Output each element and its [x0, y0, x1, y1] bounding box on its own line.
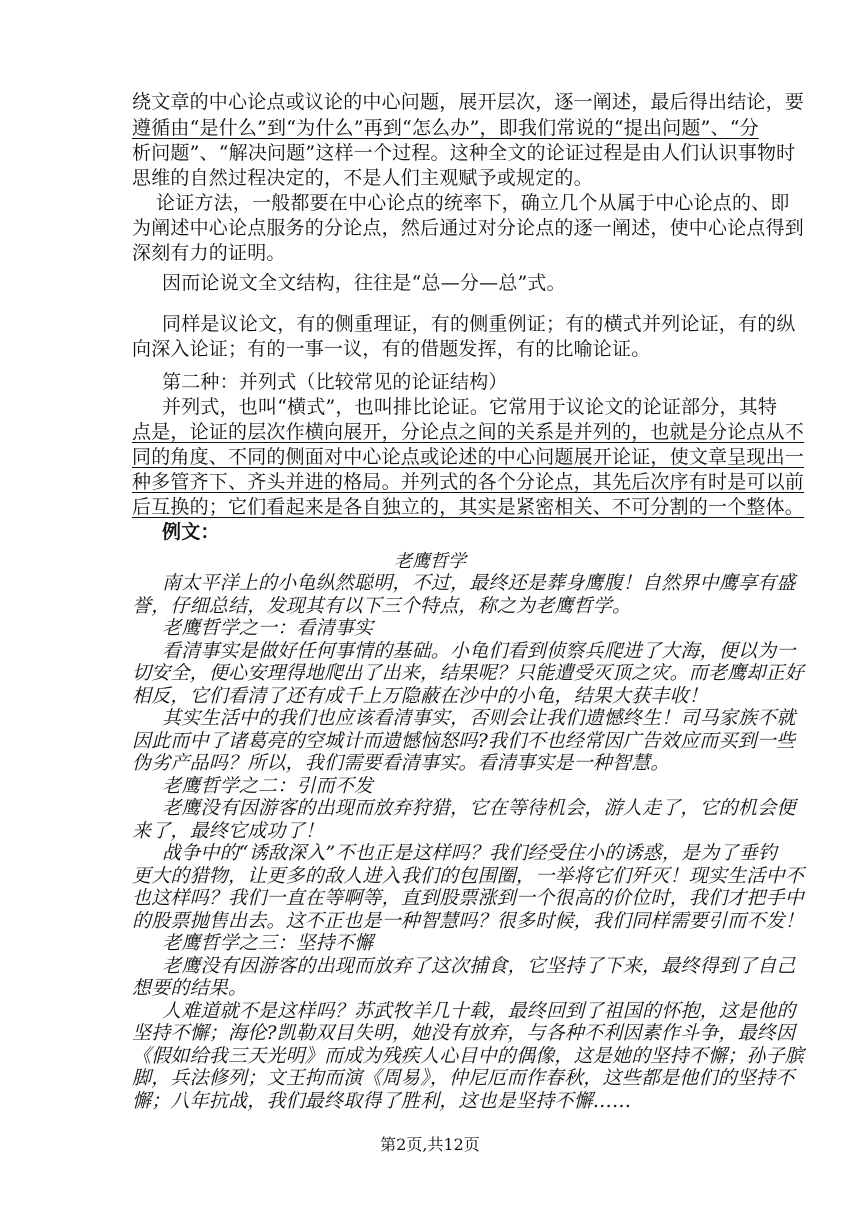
essay-line: 老鹰没有因游客的出现而放弃狩猎，它在等待机会，游人走了，它的机会便: [162, 797, 796, 819]
essay-line: 切安全，便心安理得地爬出了出来，结果呢？只能遭受灭顶之灾。而老鹰却正好: [132, 662, 805, 684]
essay-line: 也这样吗？我们一直在等啊等，直到股票涨到一个很高的价位时，我们才把手中: [132, 887, 805, 909]
essay-line: 因此而中了诸葛亮的空城计而遗憾恼怒吗?我们不也经常因广告效应而买到一些: [132, 730, 796, 752]
paragraph-line: 思维的自然过程决定的，不是人们主观赋予或规定的。: [132, 167, 593, 189]
paragraph-line: 向深入论证；有的一事一议，有的借题发挥，有的比喻论证。: [132, 338, 651, 360]
section-heading: 第二种：并列式（比较常见的论证结构）: [162, 371, 508, 393]
essay-line: 伪劣产品吗？所以，我们需要看清事实。看清事实是一种智慧。: [132, 752, 670, 774]
essay-subheading: 老鹰哲学之一：看清事实: [162, 617, 374, 639]
example-label: 例文：: [162, 521, 220, 543]
essay-line: 人难道就不是这样吗？苏武牧羊几十载，最终回到了祖国的怀抱，这是他的: [162, 1000, 796, 1022]
essay-line: 战争中的“诱敌深入”不也正是这样吗？我们经受住小的诱惑，是为了垂钓: [162, 842, 778, 864]
paragraph-line: 论证方法，一般都要在中心论点的统率下，确立几个从属于中心论点的、即: [156, 192, 790, 214]
paragraph-line: 并列式，也叫“横式”，也叫排比论证。它常用于议论文的论证部分，其特: [162, 396, 778, 418]
page-footer: 第2页,共12页: [380, 1135, 480, 1154]
paragraph-line: 种多管齐下、齐头并进的格局。并列式的各个分论点，其先后次序有时是可以前: [132, 471, 805, 493]
essay-line: 看清事实是做好任何事情的基础。小龟们看到侦察兵爬进了大海，便以为一: [162, 640, 796, 662]
paragraph-line: 点是，论证的层次作横向展开，分论点之间的关系是并列的，也就是分论点从不: [132, 421, 805, 443]
essay-line: 誉，仔细总结，发现其有以下三个特点，称之为老鹰哲学。: [132, 595, 632, 617]
essay-line: 懈；八年抗战，我们最终取得了胜利，这也是坚持不懈……: [132, 1090, 632, 1112]
essay-line: 更大的猎物，让更多的敌人进入我们的包围圈，一举将它们歼灭！现实生活中不: [132, 865, 805, 887]
essay-title: 老鹰哲学: [394, 551, 466, 572]
essay-line: 《假如给我三天光明》而成为残疾人心目中的偶像，这是她的坚持不懈；孙子膑: [132, 1045, 805, 1067]
paragraph-line: 后互换的；它们看起来是各自独立的，其实是紧密相关、不可分割的一个整体。: [132, 496, 805, 518]
paragraph-line: 为阐述中心论点服务的分论点，然后通过对分论点的逐一阐述，使中心论点得到: [132, 217, 805, 239]
paragraph-line: 因而论说文全文结构，往往是“总—分—总”式。: [162, 272, 566, 294]
essay-subheading: 老鹰哲学之二：引而不发: [162, 775, 374, 797]
paragraph-line: 同的角度、不同的侧面对中心论点或论述的中心问题展开论证，使文章呈现出一: [132, 446, 805, 468]
essay-line: 想要的结果。: [132, 977, 248, 999]
essay-line: 其实生活中的我们也应该看清事实，否则会让我们遗憾终生！司马家族不就: [162, 707, 796, 729]
essay-line: 南太平洋上的小龟纵然聪明，不过，最终还是葬身鹰腹！自然界中鹰享有盛: [162, 572, 796, 594]
essay-line: 坚持不懈；海伦?凯勒双目失明，她没有放弃，与各种不利因素作斗争，最终因: [132, 1022, 796, 1044]
essay-line: 老鹰没有因游客的出现而放弃了这次捕食，它坚持了下来，最终得到了自己: [162, 955, 796, 977]
essay-line: 来了，最终它成功了！: [132, 820, 325, 842]
essay-subheading: 老鹰哲学之三：坚持不懈: [162, 932, 374, 954]
paragraph-line: 同样是议论文，有的侧重理证，有的侧重例证；有的横式并列论证，有的纵: [162, 313, 796, 335]
paragraph-line: 绕文章的中心论点或议论的中心问题，展开层次，逐一阐述，最后得出结论，要: [132, 91, 805, 113]
paragraph-line: 深刻有力的证明。: [132, 242, 286, 264]
essay-line: 的股票抛售出去。这不正也是一种智慧吗？很多时候，我们同样需要引而不发！: [132, 910, 805, 932]
essay-line: 相反，它们看清了还有成千上万隐蔽在沙中的小龟，结果大获丰收！: [132, 685, 709, 707]
paragraph-line: 遵循由“是什么”到“为什么”再到“怎么办”，即我们常说的“提出问题”、“分: [132, 117, 759, 139]
paragraph-line: 析问题”、“解决问题”这样一个过程。这种全文的论证过程是由人们认识事物时: [132, 142, 796, 164]
essay-line: 脚，兵法修列；文王拘而演《周易》，仲尼厄而作春秋，这些都是他们的坚持不: [132, 1067, 795, 1089]
